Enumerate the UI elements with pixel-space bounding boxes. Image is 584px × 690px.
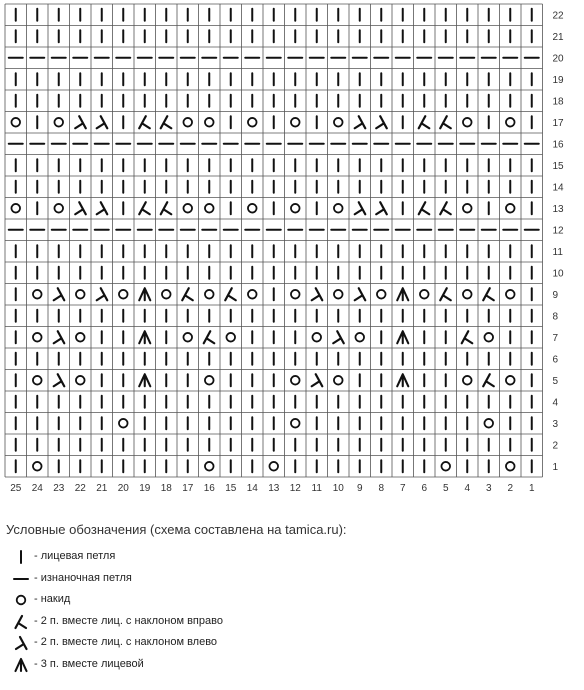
column-number: 21 <box>96 483 108 494</box>
yarn-over-cell <box>269 462 278 471</box>
yarn-over-cell <box>355 333 364 342</box>
column-number: 23 <box>53 483 65 494</box>
k2tog-right-cell <box>440 288 451 300</box>
row-number: 12 <box>552 225 564 237</box>
row-number: 7 <box>552 332 559 344</box>
column-number: 22 <box>74 483 86 494</box>
k2tog-right-cell <box>440 202 451 214</box>
yarn-over-cell <box>33 290 42 299</box>
row-number: 10 <box>552 268 564 280</box>
k2tog-left-cell <box>75 202 86 214</box>
yarn-over-cell <box>484 419 493 428</box>
yarn-over-cell <box>441 462 450 471</box>
row-number: 3 <box>552 418 559 430</box>
k2tog-right-cell <box>419 202 430 214</box>
yarn-over-cell <box>33 462 42 471</box>
yarn-over-cell <box>291 118 300 127</box>
k2tog-right-cell <box>225 288 236 300</box>
yarn-over-cell <box>205 462 214 471</box>
yarn-over-cell <box>484 333 493 342</box>
yarn-over-cell <box>54 204 63 213</box>
yarn-over-cell <box>334 118 343 127</box>
k2tog-left-cell <box>355 288 366 300</box>
column-number: 17 <box>182 483 194 494</box>
purl-stitch-icon <box>12 570 30 588</box>
k2tog-left-cell <box>355 202 366 214</box>
column-number: 7 <box>399 483 406 494</box>
yarn-over-cell <box>506 290 515 299</box>
column-number: 13 <box>268 483 280 494</box>
row-number: 1 <box>552 461 559 473</box>
column-number: 19 <box>139 483 151 494</box>
column-number: 5 <box>442 483 449 494</box>
legend-label-purl: - изнаночная петля <box>34 571 132 584</box>
column-number: 11 <box>311 483 322 494</box>
yarn-over-cell <box>291 376 300 385</box>
legend-label-yarn-over: - накид <box>34 593 71 605</box>
yarn-over-cell <box>506 204 515 213</box>
yarn-over-cell <box>11 204 20 213</box>
column-number: 10 <box>332 483 344 494</box>
k3tog-cell <box>397 374 408 386</box>
k2tog-right-cell <box>440 116 451 128</box>
yarn-over-cell <box>377 290 386 299</box>
k2tog-right-cell <box>483 288 494 300</box>
row-number: 6 <box>552 354 559 366</box>
column-number: 8 <box>378 483 385 494</box>
legend-label-k2tog-right: - 2 п. вместе лиц. с наклоном вправо <box>34 614 223 627</box>
row-number: 5 <box>552 375 559 387</box>
k2tog-left-cell <box>355 116 366 128</box>
row-number: 8 <box>552 311 559 323</box>
column-number: 9 <box>356 483 363 494</box>
column-number: 6 <box>421 483 428 494</box>
yarn-over-cell <box>205 376 214 385</box>
yarn-over-cell <box>183 204 192 213</box>
row-numbers <box>553 10 565 473</box>
k2tog-right-cell <box>419 116 430 128</box>
k2tog-left-cell <box>376 116 387 128</box>
yarn-over-cell <box>76 290 85 299</box>
k2tog-right-cell <box>139 116 150 128</box>
k2tog-right-cell <box>483 374 494 386</box>
column-number: 3 <box>485 483 492 494</box>
yarn-over-cell <box>205 290 214 299</box>
column-number: 1 <box>528 483 535 494</box>
row-number: 19 <box>552 74 564 86</box>
k2tog-left-cell <box>376 202 387 214</box>
column-number: 4 <box>464 483 471 494</box>
k2tog-left-cell <box>54 374 65 386</box>
yarn-over-cell <box>506 462 515 471</box>
k2tog-right-icon <box>12 613 30 631</box>
yarn-over-cell <box>248 204 257 213</box>
k2tog-left-cell <box>97 202 108 214</box>
row-number: 15 <box>552 160 564 172</box>
yarn-over-cell <box>463 290 472 299</box>
k2tog-left-cell <box>312 288 323 300</box>
column-number: 20 <box>117 483 129 494</box>
yarn-over-cell <box>76 333 85 342</box>
yarn-over-cell <box>291 419 300 428</box>
row-number: 21 <box>552 31 564 43</box>
row-number: 9 <box>552 289 559 301</box>
k2tog-left-cell <box>97 288 108 300</box>
yarn-over-cell <box>205 118 214 127</box>
yarn-over-cell <box>183 118 192 127</box>
row-number: 14 <box>552 182 564 194</box>
k2tog-left-cell <box>312 374 323 386</box>
k2tog-left-cell <box>75 116 86 128</box>
yarn-over-cell <box>291 290 300 299</box>
row-number: 2 <box>552 440 559 452</box>
yarn-over-cell <box>119 290 128 299</box>
k2tog-right-cell <box>462 331 473 343</box>
row-number: 20 <box>552 53 564 65</box>
yarn-over-cell <box>334 290 343 299</box>
k3tog-cell <box>139 331 150 343</box>
yarn-over-cell <box>11 118 20 127</box>
k3tog-cell <box>139 374 150 386</box>
yarn-over-cell <box>162 290 171 299</box>
yarn-over-cell <box>463 376 472 385</box>
k3tog-cell <box>139 288 150 300</box>
legend-title: Условные обозначения (схема составлена на tamica.ru): <box>6 522 347 537</box>
k3tog-icon <box>12 656 30 674</box>
yarn-over-cell <box>183 333 192 342</box>
yarn-over-cell <box>248 290 257 299</box>
k2tog-right-cell <box>161 202 172 214</box>
yarn-over-cell <box>119 419 128 428</box>
legend-label-k3tog: - 3 п. вместе лицевой <box>34 657 144 670</box>
row-number: 18 <box>552 96 564 108</box>
yarn-over-cell <box>334 204 343 213</box>
yarn-over-cell <box>205 204 214 213</box>
knit-stitch-icon <box>12 548 30 566</box>
column-number: 24 <box>31 483 43 494</box>
k2tog-left-cell <box>54 331 65 343</box>
column-number: 15 <box>225 483 237 494</box>
yarn-over-cell <box>54 118 63 127</box>
k2tog-left-cell <box>333 331 344 343</box>
k2tog-right-cell <box>182 288 193 300</box>
column-number: 12 <box>289 483 301 494</box>
column-number: 2 <box>507 483 514 494</box>
yarn-over-cell <box>506 118 515 127</box>
row-number: 13 <box>552 203 564 215</box>
column-number: 16 <box>203 483 215 494</box>
yarn-over-cell <box>33 333 42 342</box>
column-numbers <box>10 483 535 494</box>
column-number: 18 <box>160 483 172 494</box>
k2tog-left-cell <box>54 288 65 300</box>
yarn-over-cell <box>463 118 472 127</box>
k2tog-left-icon <box>12 634 30 652</box>
k2tog-right-cell <box>204 331 215 343</box>
yarn-over-cell <box>312 333 321 342</box>
column-number: 14 <box>246 483 258 494</box>
yarn-over-cell <box>248 118 257 127</box>
legend-label-k2tog-left: - 2 п. вместе лиц. с наклоном влево <box>34 636 218 648</box>
row-number: 16 <box>552 139 564 151</box>
row-number: 11 <box>552 246 563 258</box>
yarn-over-cell <box>420 290 429 299</box>
yarn-over-cell <box>506 376 515 385</box>
row-number: 4 <box>552 397 559 409</box>
legend-label-knit: - лицевая петля <box>34 550 116 562</box>
yarn-over-cell <box>463 204 472 213</box>
yarn-over-cell <box>334 376 343 385</box>
yarn-over-cell <box>291 204 300 213</box>
yarn-over-cell <box>33 376 42 385</box>
k2tog-right-cell <box>161 116 172 128</box>
yarn-over-cell <box>76 376 85 385</box>
yarn-over-cell <box>226 333 235 342</box>
column-number: 25 <box>10 483 22 494</box>
row-number: 22 <box>552 10 564 22</box>
row-number: 17 <box>552 117 564 129</box>
k3tog-cell <box>397 331 408 343</box>
k2tog-right-cell <box>139 202 150 214</box>
k3tog-cell <box>397 288 408 300</box>
k2tog-left-cell <box>97 116 108 128</box>
yarn-over-icon <box>12 591 30 609</box>
